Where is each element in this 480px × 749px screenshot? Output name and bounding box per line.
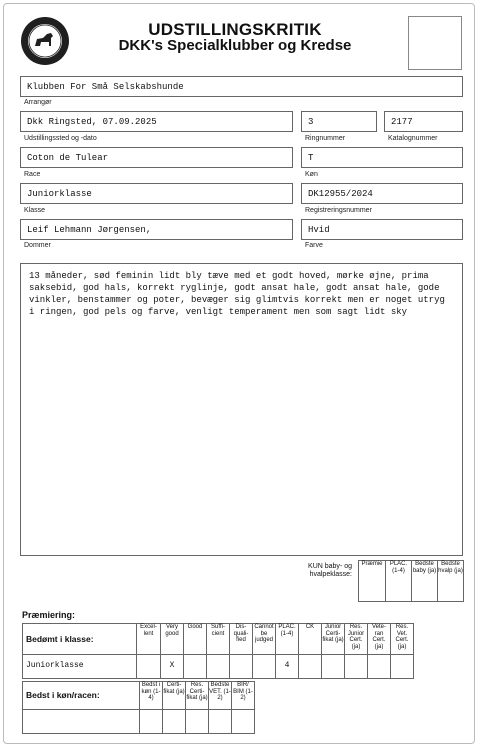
cell-very-good[interactable]: X bbox=[161, 655, 184, 679]
page-subtitle: DKK's Specialklubber og Kredse bbox=[118, 37, 352, 54]
premiering-label: Præmiering: bbox=[22, 610, 76, 620]
col-sufficient: Suffi-cient bbox=[207, 624, 230, 655]
cell-res-junior-cert[interactable] bbox=[345, 655, 368, 679]
col-very-good: Very good bbox=[161, 624, 184, 655]
cell-plac[interactable]: 4 bbox=[276, 655, 299, 679]
critique-text[interactable]: 13 måneder, sød feminin lidt bly tæve med et godt hoved, mørke øjne, prima saksebid, god hals, korrekt ryglinje, godt ansat hale, godt ansat hale, gode vinkler, benstammer og poter, bevæger sig glimtvis korrekt men er noget utryg i ringen, god pels og farve, venligt temperament men som sagt lidt sky bbox=[20, 263, 463, 556]
registreringsnummer-label: Registreringsnummer bbox=[305, 207, 372, 214]
col-disqualified: Dis-quali-fied bbox=[230, 624, 253, 655]
col-junior-certifikat: Junior Certi-fikat (ja) bbox=[322, 624, 345, 655]
klasse-table-header: Bedømt i klasse: bbox=[23, 624, 137, 655]
cell-good[interactable] bbox=[184, 655, 207, 679]
col-excellent: Excel-lent bbox=[137, 624, 161, 655]
klasse-label: Klasse bbox=[24, 207, 46, 214]
cell-junior-certifikat[interactable] bbox=[322, 655, 345, 679]
race-field[interactable]: Coton de Tulear bbox=[20, 147, 293, 168]
ringnummer-label: Ringnummer bbox=[305, 135, 346, 142]
cell-excellent[interactable] bbox=[137, 655, 161, 679]
klasse-value: Juniorklasse bbox=[23, 655, 137, 679]
cell-certifikat[interactable] bbox=[163, 710, 186, 734]
col-good: Good bbox=[184, 624, 207, 655]
col-certifikat: Certi-fikat (ja) bbox=[163, 682, 186, 710]
kon-value[interactable] bbox=[23, 710, 140, 734]
arrangor-field[interactable]: Klubben For Små Selskabshunde bbox=[20, 76, 463, 97]
registreringsnummer-field[interactable]: DK12955/2024 bbox=[301, 183, 463, 204]
klasse-field[interactable]: Juniorklasse bbox=[20, 183, 293, 204]
baby-table bbox=[358, 560, 464, 602]
cell-res-vet-cert[interactable] bbox=[391, 655, 414, 679]
udstillingssted-field[interactable]: Dkk Ringsted, 07.09.2025 bbox=[20, 111, 293, 132]
page-title: UDSTILLINGSKRITIK bbox=[148, 20, 322, 39]
col-res-vet-cert: Res. Vet. Cert. (ja) bbox=[391, 624, 414, 655]
arrangor-label: Arrangør bbox=[24, 99, 52, 106]
col-cannot-be-judged: Cannot be judged bbox=[253, 624, 276, 655]
col-ck: CK bbox=[299, 624, 322, 655]
col-bedst-i-kon: Bedst i køn (1-4) bbox=[140, 682, 163, 710]
col-plac: PLAC. (1-4) bbox=[276, 624, 299, 655]
dommer-label: Dommer bbox=[24, 242, 51, 249]
col-res-junior-cert: Res. Junior Cert. (ja) bbox=[345, 624, 368, 655]
col-bedste-vet: Bedste VET. (1-2) bbox=[209, 682, 232, 710]
dommer-field[interactable]: Leif Lehmann Jørgensen, bbox=[20, 219, 293, 240]
cell-bir-bim[interactable] bbox=[232, 710, 255, 734]
cell-sufficient[interactable] bbox=[207, 655, 230, 679]
ringnummer-field[interactable]: 3 bbox=[301, 111, 377, 132]
katalognummer-label: Katalognummer bbox=[388, 135, 438, 142]
cell-bedste-vet[interactable] bbox=[209, 710, 232, 734]
kon-field[interactable]: T bbox=[301, 147, 463, 168]
farve-field[interactable]: Hvid bbox=[301, 219, 463, 240]
udstillingssted-label: Udstillingssted og -dato bbox=[24, 135, 97, 142]
col-veteran-cert: Vete-ran Cert. (ja) bbox=[368, 624, 391, 655]
kon-table bbox=[22, 681, 255, 734]
col-praemie: Præmie bbox=[359, 561, 386, 602]
kon-table-header: Bedst i køn/racen: bbox=[23, 682, 140, 710]
col-bedste-hvalp: Bedste hvalp (ja) bbox=[438, 561, 464, 602]
cell-bedst-i-kon[interactable] bbox=[140, 710, 163, 734]
col-res-certifikat: Res. Certi-fikat (ja) bbox=[186, 682, 209, 710]
cell-ck[interactable] bbox=[299, 655, 322, 679]
col-bir-bim: BIR/ BIM (1-2) bbox=[232, 682, 255, 710]
cell-cannot-be-judged[interactable] bbox=[253, 655, 276, 679]
dkk-logo-icon bbox=[20, 16, 70, 66]
cell-disqualified[interactable] bbox=[230, 655, 253, 679]
klasse-table bbox=[22, 623, 414, 679]
cell-res-certifikat[interactable] bbox=[186, 710, 209, 734]
katalognummer-field[interactable]: 2177 bbox=[384, 111, 463, 132]
race-label: Race bbox=[24, 171, 41, 178]
baby-class-label: KUN baby- og hvalpeklasse: bbox=[308, 563, 352, 578]
col-plac: PLAC. (1-4) bbox=[386, 561, 412, 602]
col-bedste-baby: Bedste baby (ja) bbox=[412, 561, 438, 602]
kon-label: Køn bbox=[305, 171, 318, 178]
photo-box bbox=[408, 16, 462, 70]
cell-veteran-cert[interactable] bbox=[368, 655, 391, 679]
farve-label: Farve bbox=[305, 242, 323, 249]
